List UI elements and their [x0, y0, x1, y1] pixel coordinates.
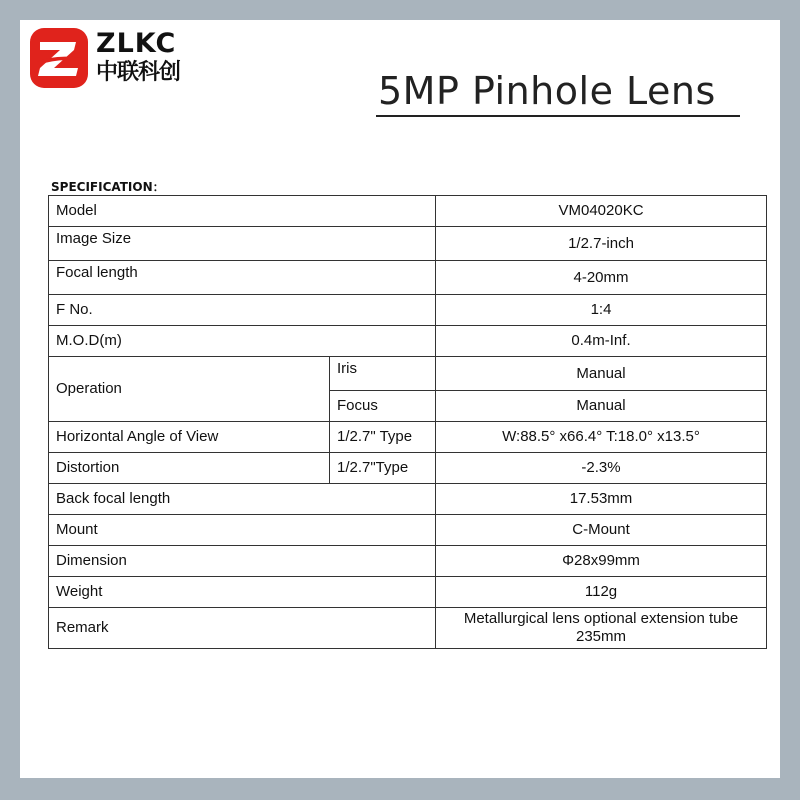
brand-name-cn: 中联科创	[96, 60, 181, 85]
row-sublabel-iris: Iris	[330, 357, 436, 391]
row-value-focal-length: 4-20mm	[436, 261, 767, 295]
row-label-mount: Mount	[49, 515, 436, 546]
product-title: 5MP Pinhole Lens	[378, 69, 716, 113]
table-row	[49, 453, 767, 484]
remark-line-2: 235mm	[576, 628, 627, 645]
row-sublabel-distortion-type: 1/2.7"Type	[330, 453, 436, 484]
table-row	[49, 196, 767, 227]
row-label-distortion: Distortion	[49, 453, 330, 484]
table-row	[49, 422, 767, 453]
brand-name-en: ZLKC	[96, 28, 177, 59]
table-row	[49, 295, 767, 326]
row-value-remark	[436, 608, 767, 649]
row-value-back-focal-length: 17.53mm	[436, 484, 767, 515]
spec-heading: SPECIFICATION：	[51, 180, 165, 194]
row-label-image-size: Image Size	[49, 227, 436, 261]
row-label-focal-length: Focal length	[49, 261, 436, 295]
title-underline	[376, 115, 740, 117]
row-label-remark: Remark	[49, 608, 436, 649]
row-label-mod: M.O.D(m)	[49, 326, 436, 357]
table-row	[49, 608, 767, 649]
row-sublabel-angle-type: 1/2.7" Type	[330, 422, 436, 453]
table-row	[49, 484, 767, 515]
row-value-iris: Manual	[436, 357, 767, 391]
row-value-focus: Manual	[436, 391, 767, 422]
row-label-f-no: F No.	[49, 295, 436, 326]
row-label-weight: Weight	[49, 577, 436, 608]
remark-line-1: Metallurgical lens optional extension tube	[463, 610, 739, 627]
spec-table	[48, 195, 767, 649]
table-row	[49, 261, 767, 295]
row-value-image-size: 1/2.7-inch	[436, 227, 767, 261]
row-label-angle-of-view: Horizontal Angle of View	[49, 422, 330, 453]
row-label-dimension: Dimension	[49, 546, 436, 577]
row-value-f-no: 1:4	[436, 295, 767, 326]
table-row	[49, 577, 767, 608]
table-row	[49, 515, 767, 546]
row-value-dimension: Φ28x99mm	[436, 546, 767, 577]
table-row	[49, 227, 767, 261]
zlkc-logo-icon	[30, 28, 88, 88]
row-value-model: VM04020KC	[436, 196, 767, 227]
row-label-operation: Operation	[49, 357, 330, 422]
table-row	[49, 326, 767, 357]
table-row	[49, 357, 767, 391]
row-value-mount: C-Mount	[436, 515, 767, 546]
row-sublabel-focus: Focus	[330, 391, 436, 422]
table-row	[49, 546, 767, 577]
spec-sheet	[20, 20, 780, 778]
row-value-weight: 112g	[436, 577, 767, 608]
row-value-angle-of-view: W:88.5° x66.4° T:18.0° x13.5°	[436, 422, 767, 453]
row-value-distortion: -2.3%	[436, 453, 767, 484]
row-value-mod: 0.4m-Inf.	[436, 326, 767, 357]
row-label-back-focal-length: Back focal length	[49, 484, 436, 515]
row-label-model: Model	[49, 196, 436, 227]
